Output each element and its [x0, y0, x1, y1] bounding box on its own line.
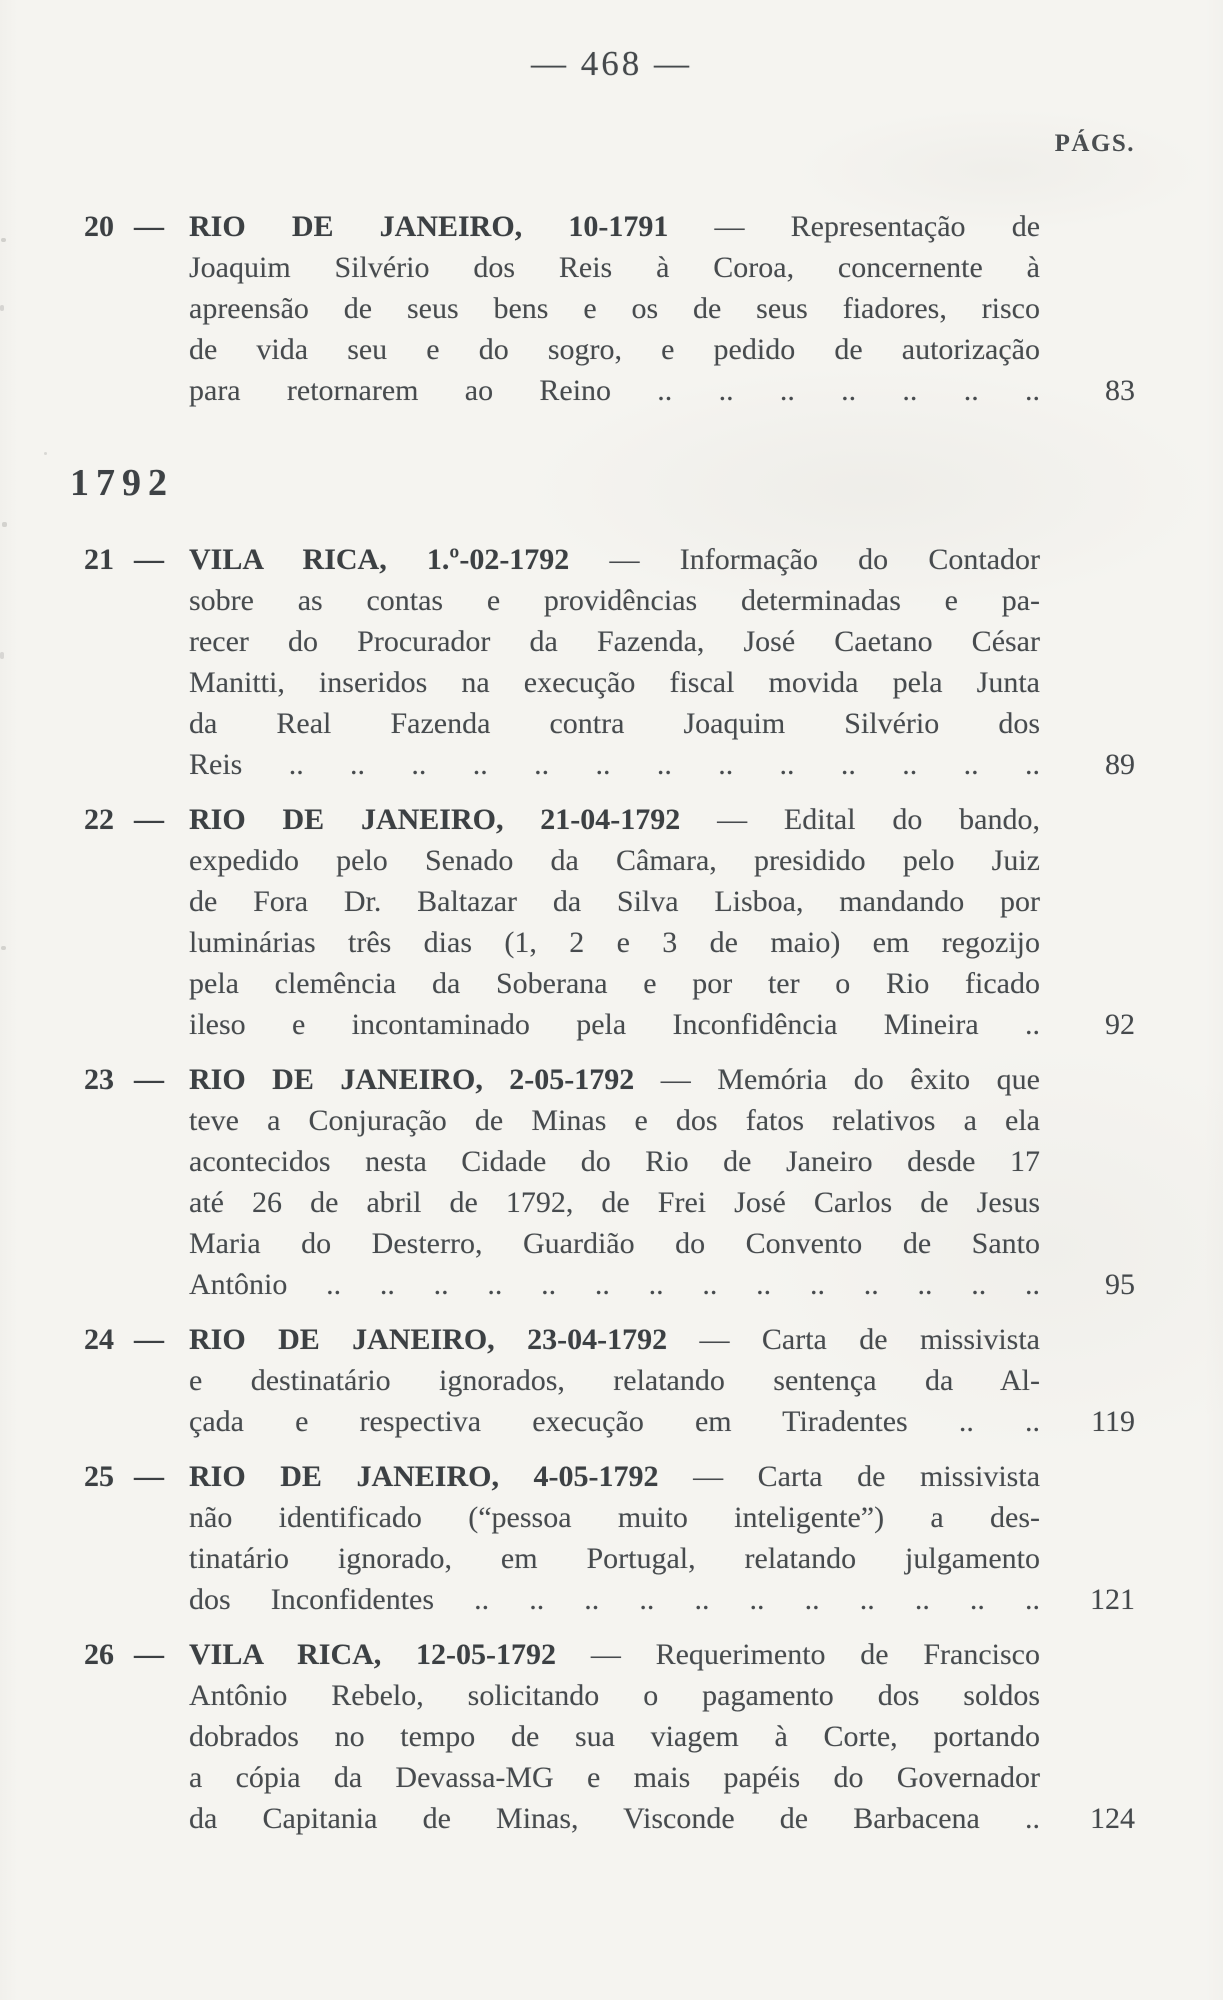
- entry-dash: —: [134, 210, 164, 243]
- entry-dash: —: [134, 1638, 164, 1671]
- entry-line-text: — Edital do bando,: [717, 803, 1040, 836]
- entry-page-number: 124: [1090, 1802, 1135, 1835]
- toc-entry: [84, 799, 1135, 1045]
- entry-number: 22: [84, 803, 114, 836]
- scan-speck: [0, 305, 4, 311]
- entry-place-date: VILA RICA, 1.º-02-1792: [189, 543, 570, 576]
- entry-place-date: RIO DE JANEIRO, 10-1791: [189, 210, 669, 243]
- entry-number-column: [84, 1634, 189, 1839]
- entry-line-text: — Memória do êxito que: [660, 1063, 1040, 1096]
- entry-number: 24: [84, 1323, 114, 1356]
- entry-page-number: 83: [1105, 374, 1135, 407]
- entry-last-line: ileso e incontaminado pela Inconfidência Mineira ..: [189, 1008, 1040, 1041]
- entry-line: pela clemência da Soberana e por ter o Rio ficado: [189, 967, 1040, 1000]
- entry-body: [189, 1634, 1040, 1839]
- entry-page-number: 92: [1105, 1008, 1135, 1041]
- scan-speck: [2, 522, 7, 527]
- entry-body: [189, 539, 1040, 785]
- entry-page-number: 89: [1105, 748, 1135, 781]
- toc-entry: [84, 539, 1135, 785]
- entry-body: [189, 206, 1040, 411]
- entry-dash: —: [134, 803, 164, 836]
- entry-last-line: Reis .. .. .. .. .. .. .. .. .. .. .. .. ..: [189, 748, 1040, 781]
- entry-number-column: [84, 1319, 189, 1442]
- entry-last-line: da Capitania de Minas, Visconde de Barbacena ..: [189, 1802, 1040, 1835]
- entry-line: [189, 539, 1040, 580]
- entry-line-text: — Representação de: [714, 210, 1041, 243]
- entry-line: dobrados no tempo de sua viagem à Corte, portando: [189, 1720, 1040, 1753]
- entry-page-number: 121: [1090, 1583, 1135, 1616]
- entry-number: 21: [84, 543, 114, 576]
- entry-place-date: RIO DE JANEIRO, 2-05-1792: [189, 1063, 635, 1096]
- entry-line: tinatário ignorado, em Portugal, relatando julgamento: [189, 1542, 1040, 1575]
- entry-line: de Fora Dr. Baltazar da Silva Lisboa, mandando por: [189, 885, 1040, 918]
- entry-number: 20: [84, 210, 114, 243]
- entry-place-date: RIO DE JANEIRO, 4-05-1792: [189, 1460, 659, 1493]
- entry-line: [189, 1319, 1040, 1360]
- entry-last-line: para retornarem ao Reino .. .. .. .. .. .. ..: [189, 374, 1040, 407]
- scan-speck: [1, 946, 6, 950]
- entry-number-column: [84, 799, 189, 1045]
- entry-dash: —: [134, 1460, 164, 1493]
- scan-speck: [44, 452, 47, 455]
- entry-body: [189, 1456, 1040, 1620]
- pags-column-label: PÁGS.: [1054, 130, 1135, 157]
- entry-line: de vida seu e do sogro, e pedido de autorização: [189, 333, 1040, 366]
- entry-line: [189, 1634, 1040, 1675]
- toc-entry: [84, 1456, 1135, 1620]
- entry-dash: —: [134, 1063, 164, 1096]
- entry-last-line: çada e respectiva execução em Tiradentes .. ..: [189, 1405, 1040, 1438]
- entry-number: 23: [84, 1063, 114, 1096]
- entry-page-number: 95: [1105, 1268, 1135, 1301]
- entry-line: [189, 1456, 1040, 1497]
- toc-entry: [84, 1634, 1135, 1839]
- entry-line: teve a Conjuração de Minas e dos fatos relativos a ela: [189, 1104, 1040, 1137]
- entry-line-text: — Requerimento de Francisco: [590, 1638, 1040, 1671]
- entry-line: apreensão de seus bens e os de seus fiadores, risco: [189, 292, 1040, 325]
- entry-place-date: RIO DE JANEIRO, 23-04-1792: [189, 1323, 668, 1356]
- table-of-contents: [0, 206, 1223, 1839]
- entry-line: a cópia da Devassa-MG e mais papéis do Governador: [189, 1761, 1040, 1794]
- entry-line: Maria do Desterro, Guardião do Convento de Santo: [189, 1227, 1040, 1260]
- entry-line: sobre as contas e providências determinadas e pa-: [189, 584, 1040, 617]
- toc-entry: [84, 1319, 1135, 1442]
- entry-last-line: dos Inconfidentes .. .. .. .. .. .. .. .. .. .. ..: [189, 1583, 1040, 1616]
- entry-line-text: — Carta de missivista: [699, 1323, 1040, 1356]
- entry-page-number: 119: [1091, 1405, 1135, 1438]
- toc-entry: [84, 206, 1135, 411]
- page-number-header: — 468 —: [531, 44, 692, 83]
- entry-line: expedido pelo Senado da Câmara, presidido pelo Juiz: [189, 844, 1040, 877]
- entry-line: até 26 de abril de 1792, de Frei José Carlos de Jesus: [189, 1186, 1040, 1219]
- entry-number-column: [84, 1456, 189, 1620]
- entry-line: Antônio Rebelo, solicitando o pagamento dos soldos: [189, 1679, 1040, 1712]
- entry-place-date: RIO DE JANEIRO, 21-04-1792: [189, 803, 681, 836]
- entry-number: 25: [84, 1460, 114, 1493]
- entry-line: e destinatário ignorados, relatando sentença da Al-: [189, 1364, 1040, 1397]
- entry-line: Joaquim Silvério dos Reis à Coroa, concernente à: [189, 251, 1040, 284]
- entry-line-text: — Informação do Contador: [609, 543, 1041, 576]
- entry-place-date: VILA RICA, 12-05-1792: [189, 1638, 557, 1671]
- entry-line: recer do Procurador da Fazenda, José Caetano César: [189, 625, 1040, 658]
- entry-line: não identificado (“pessoa muito inteligente”) a des-: [189, 1501, 1040, 1534]
- entry-body: [189, 1319, 1040, 1442]
- scan-speck: [1, 238, 6, 242]
- toc-entry: [84, 1059, 1135, 1305]
- entry-line: [189, 1059, 1040, 1100]
- entry-number-column: [84, 1059, 189, 1305]
- entry-last-line: Antônio .. .. .. .. .. .. .. .. .. .. .. .. .. ..: [189, 1268, 1040, 1301]
- entry-dash: —: [134, 1323, 164, 1356]
- entry-line: Manitti, inseridos na execução fiscal movida pela Junta: [189, 666, 1040, 699]
- entry-body: [189, 799, 1040, 1045]
- entry-line: [189, 206, 1040, 247]
- entry-line: luminárias três dias (1, 2 e 3 de maio) em regozijo: [189, 926, 1040, 959]
- entry-line: acontecidos nesta Cidade do Rio de Janeiro desde 17: [189, 1145, 1040, 1178]
- entry-number-column: [84, 206, 189, 411]
- entry-body: [189, 1059, 1040, 1305]
- entry-line: da Real Fazenda contra Joaquim Silvério dos: [189, 707, 1040, 740]
- entry-number-column: [84, 539, 189, 785]
- toc-section-1792: [0, 539, 1223, 1839]
- year-heading: 1792: [70, 462, 174, 504]
- toc-section-first: [0, 206, 1223, 411]
- scan-speck: [0, 652, 4, 659]
- entry-dash: —: [134, 543, 164, 576]
- entry-line: [189, 799, 1040, 840]
- entry-line-text: — Carta de missivista: [693, 1460, 1041, 1493]
- entry-number: 26: [84, 1638, 114, 1671]
